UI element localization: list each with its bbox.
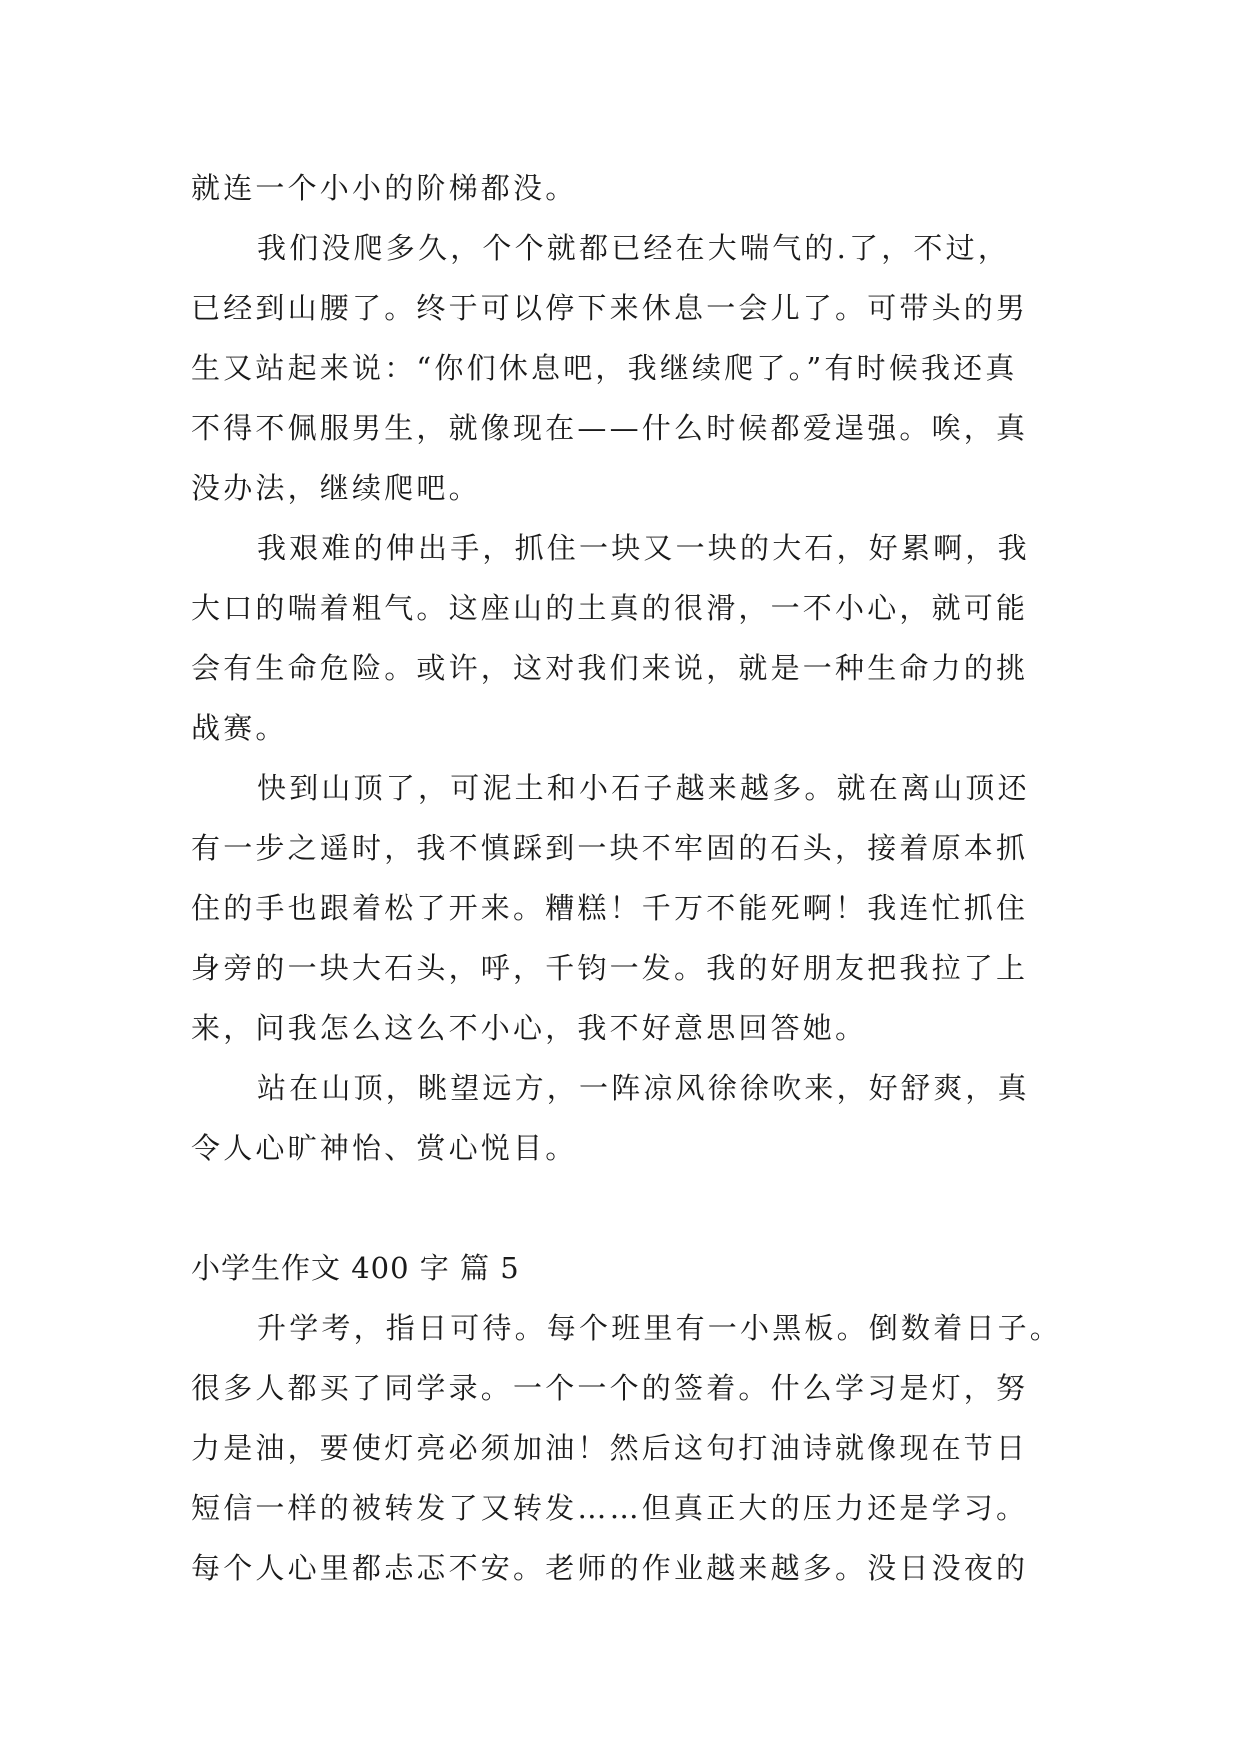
paragraph-start-line: 升学考，指日可待。每个班里有一小黑板。倒数着日子。 — [257, 1311, 1063, 1345]
section-heading: 小学生作文 400 字 篇 5 — [191, 1251, 520, 1285]
text-line: 战赛。 — [191, 711, 288, 745]
section-spacer — [191, 1178, 1071, 1238]
document-body — [191, 158, 1071, 1598]
text-line: 住的手也跟着松了开来。糟糕！千万不能死啊！我连忙抓住 — [191, 891, 1029, 925]
text-line: 大口的喘着粗气。这座山的土真的很滑，一不小心，就可能 — [191, 591, 1029, 625]
text-line: 没办法，继续爬吧。 — [191, 471, 481, 505]
text-line: 每个人心里都忐忑不安。老师的作业越来越多。没日没夜的 — [191, 1551, 1029, 1585]
paragraph-start-line: 我艰难的伸出手，抓住一块又一块的大石，好累啊，我 — [257, 531, 1030, 565]
text-line: 身旁的一块大石头，呼，千钧一发。我的好朋友把我拉了上 — [191, 951, 1029, 985]
paragraph-start-line: 快到山顶了，可泥土和小石子越来越多。就在离山顶还 — [257, 771, 1030, 805]
text-line: 有一步之遥时，我不慎踩到一块不牢固的石头，接着原本抓 — [191, 831, 1029, 865]
text-line: 很多人都买了同学录。一个一个的签着。什么学习是灯，努 — [191, 1371, 1029, 1405]
text-line: 不得不佩服男生，就像现在——什么时候都爱逞强。唉，真 — [191, 411, 1029, 445]
paragraph-start-line: 站在山顶，眺望远方，一阵凉风徐徐吹来，好舒爽，真 — [257, 1071, 1030, 1105]
text-line: 力是油，要使灯亮必须加油！然后这句打油诗就像现在节日 — [191, 1431, 1029, 1465]
text-line: 已经到山腰了。终于可以停下来休息一会儿了。可带头的男 — [191, 291, 1029, 325]
text-line: 生又站起来说：“你们休息吧，我继续爬了。”有时候我还真 — [191, 351, 1018, 385]
paragraph-start-line: 我们没爬多久，个个就都已经在大喘气的.了，不过， — [257, 231, 1011, 265]
text-line: 会有生命危险。或许，这对我们来说，就是一种生命力的挑 — [191, 651, 1029, 685]
text-line: 就连一个小小的阶梯都没。 — [191, 171, 578, 205]
text-line: 短信一样的被转发了又转发……但真正大的压力还是学习。 — [191, 1491, 1029, 1525]
text-line: 令人心旷神怡、赏心悦目。 — [191, 1131, 578, 1165]
text-line: 来，问我怎么这么不小心，我不好意思回答她。 — [191, 1011, 868, 1045]
